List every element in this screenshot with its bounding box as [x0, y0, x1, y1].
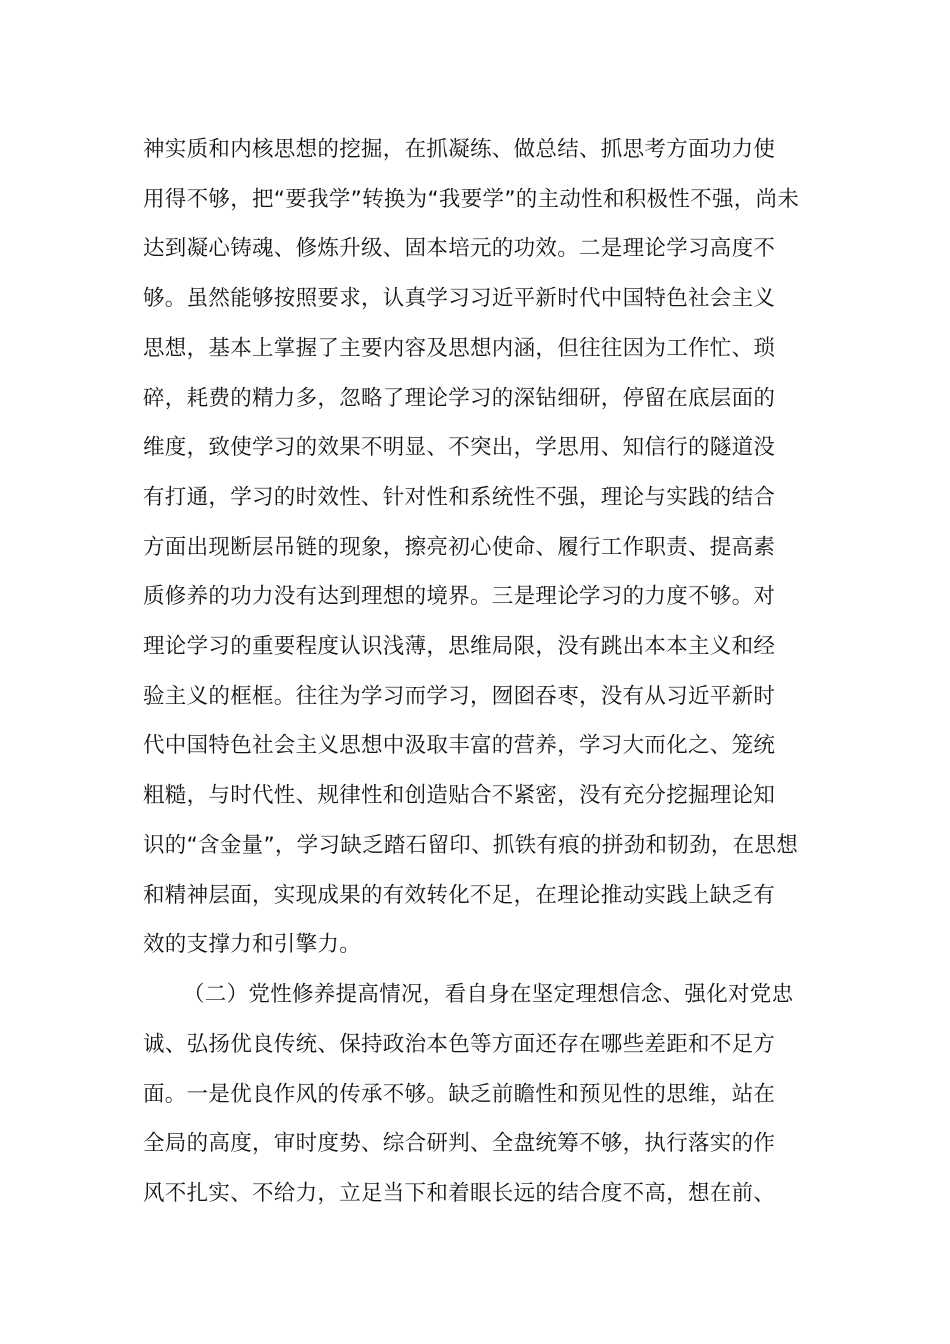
- text-line: 和精神层面，实现成果的有效转化不足，在理论推动实践上缺乏有: [143, 883, 776, 908]
- text-line: 风不扎实、不给力，立足当下和着眼长远的结合度不高，想在前、: [143, 1181, 776, 1206]
- text-line: 达到凝心铸魂、修炼升级、固本培元的功效。二是理论学习高度不: [143, 236, 776, 261]
- text-line: 诚、弘扬优良传统、保持政治本色等方面还存在哪些差距和不足方: [143, 1032, 776, 1057]
- text-line: 理论学习的重要程度认识浅薄，思维局限，没有跳出本本主义和经: [143, 634, 776, 659]
- text-line: 质修养的功力没有达到理想的境界。三是理论学习的力度不够。对: [143, 584, 776, 609]
- text-line: 效的支撑力和引擎力。: [143, 932, 362, 957]
- text-line: 全局的高度，审时度势、综合研判、全盘统筹不够，执行落实的作: [143, 1131, 776, 1156]
- text-line: 思想，基本上掌握了主要内容及思想内涵，但往往因为工作忙、琐: [143, 336, 776, 361]
- text-line: 神实质和内核思想的挖掘，在抓凝练、做总结、抓思考方面功力使: [143, 137, 776, 162]
- text-line: 验主义的框框。往往为学习而学习，囫囵吞枣，没有从习近平新时: [143, 684, 776, 709]
- text-line: 识的“含金量”，学习缺乏踏石留印、抓铁有痕的拼劲和韧劲，在思想: [143, 833, 799, 858]
- text-line: 代中国特色社会主义思想中汲取丰富的营养，学习大而化之、笼统: [143, 733, 776, 758]
- text-line: 有打通，学习的时效性、针对性和系统性不强，理论与实践的结合: [143, 485, 776, 510]
- text-line: 粗糙，与时代性、规律性和创造贴合不紧密，没有充分挖掘理论知: [143, 783, 776, 808]
- section-heading-line: （二）党性修养提高情况，看自身在坚定理想信念、强化对党忠: [183, 982, 794, 1007]
- text-line: 维度，致使学习的效果不明显、不突出，学思用、知信行的隧道没: [143, 435, 776, 460]
- text-line: 够。虽然能够按照要求，认真学习习近平新时代中国特色社会主义: [143, 286, 776, 311]
- text-line: 用得不够，把“要我学”转换为“我要学”的主动性和积极性不强，尚未: [143, 187, 800, 212]
- text-line: 面。一是优良作风的传承不够。缺乏前瞻性和预见性的思维，站在: [143, 1082, 776, 1107]
- text-line: 碎，耗费的精力多，忽略了理论学习的深钻细研，停留在底层面的: [143, 386, 776, 411]
- text-line: 方面出现断层吊链的现象，擦亮初心使命、履行工作职责、提高素: [143, 535, 776, 560]
